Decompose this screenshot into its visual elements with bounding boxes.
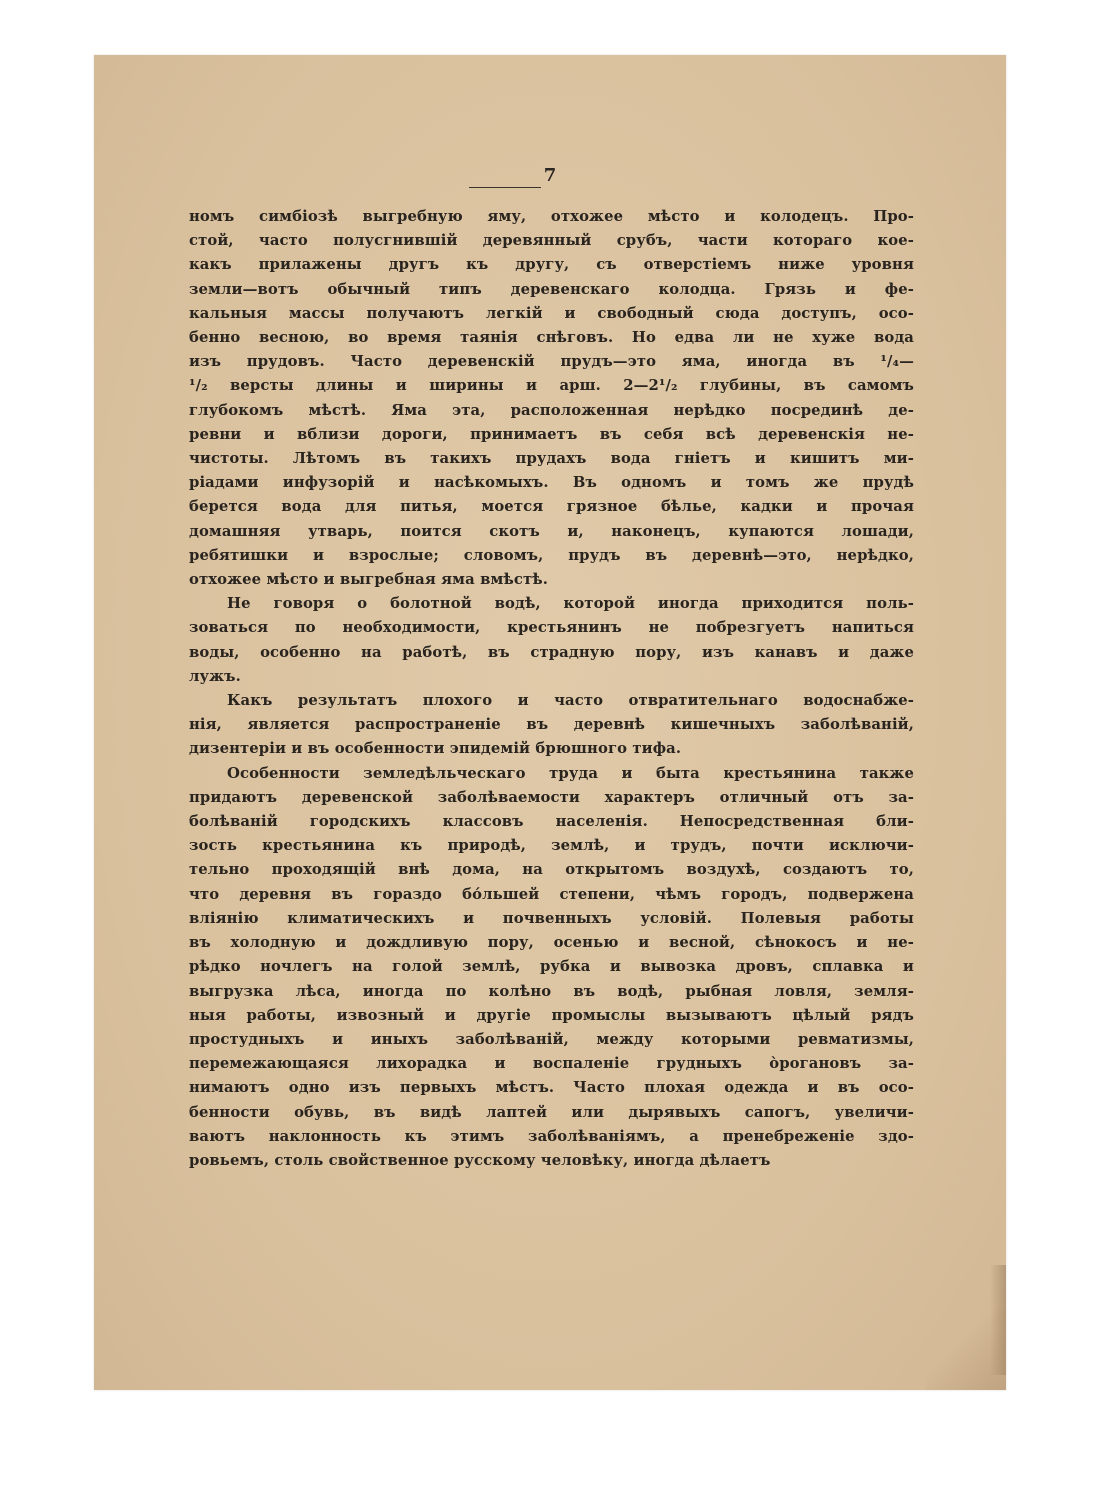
page-number: 7 [543, 165, 557, 186]
text-line: ¹/₂ версты длины и ширины и арш. 2—2¹/₂ глубины, въ самомъ [189, 377, 914, 395]
text-line: ребятишки и взрослые; словомъ, прудъ въ деревнѣ—это, нерѣдко, [189, 546, 914, 564]
text-line: Какъ результатъ плохого и часто отвратительнаго водоснабже- [227, 692, 914, 710]
text-line: чистоты. Лѣтомъ въ такихъ прудахъ вода гніетъ и кишитъ ми- [189, 450, 914, 468]
text-line: болѣваній городскихъ классовъ населенія. Непосредственная бли- [189, 813, 914, 831]
text-line: номъ симбіозѣ выгребную яму, отхожее мѣсто и колодецъ. Про- [189, 208, 914, 225]
paragraph [189, 689, 914, 762]
text-line: тельно проходящій внѣ дома, на открытомъ воздухѣ, создаютъ то, [189, 861, 914, 879]
text-line: лужъ. [189, 667, 241, 685]
text-line: дизентеріи и въ особенности эпидемій брюшного тифа. [189, 740, 682, 758]
text-line: земли—вотъ обычный типъ деревенскаго колодца. Грязь и фе- [189, 280, 914, 298]
text-line: въ холодную и дождливую пору, осенью и весной, сѣнокосъ и не- [189, 934, 914, 952]
text-line: глубокомъ мѣстѣ. Яма эта, расположенная нерѣдко посрединѣ де- [189, 401, 914, 419]
book-page [94, 55, 1006, 1390]
text-line: нимаютъ одно изъ первыхъ мѣстъ. Часто плохая одежда и въ осо- [189, 1079, 914, 1097]
text-line: отхожее мѣсто и выгребная яма вмѣстѣ. [189, 571, 549, 589]
text-line: бенности обувь, въ видѣ лаптей или дырявыхъ сапогъ, увеличи- [189, 1103, 914, 1121]
text-line: стой, часто полусгнившій деревянный срубъ, части котораго кое- [189, 232, 914, 250]
text-line: Особенности земледѣльческаго труда и быта крестьянина также [227, 764, 914, 782]
text-line: домашняя утварь, поится скотъ и, наконецъ, купаются лошади, [189, 522, 914, 540]
paragraph [189, 205, 914, 592]
text-line: перемежающаяся лихорадка и воспаленіе грудныхъ о̀рогановъ за- [189, 1055, 914, 1073]
header-rule [469, 187, 541, 188]
text-line: ревни и вблизи дороги, принимаетъ въ себя всѣ деревенскія не- [189, 425, 914, 443]
text-line: ріадами инфузорій и насѣкомыхъ. Въ одномъ и томъ же прудѣ [189, 474, 914, 492]
paragraph [189, 762, 914, 1173]
text-line: ровьемъ, столь свойственное русскому человѣку, иногда дѣлаетъ [189, 1151, 771, 1169]
text-line: Не говоря о болотной водѣ, которой иногда приходится поль- [227, 595, 914, 613]
text-line: изъ прудовъ. Часто деревенскій прудъ—это яма, иногда въ ¹/₄— [189, 353, 914, 371]
text-line: какъ прилажены другъ къ другу, съ отверстіемъ ниже уровня [189, 256, 914, 274]
text-line: ныя работы, извозный и другіе промыслы вызываютъ цѣлый рядъ [189, 1006, 914, 1024]
text-line: рѣдко ночлегъ на голой землѣ, рубка и вывозка дровъ, сплавка и [189, 958, 914, 976]
text-line: придаютъ деревенской заболѣваемости характеръ отличный отъ за- [189, 788, 914, 806]
text-line: вліянію климатическихъ и почвенныхъ условій. Полевыя работы [189, 909, 914, 927]
text-line: зость крестьянина къ природѣ, землѣ, и трудъ, почти исключи- [189, 837, 914, 855]
page-corner-stain [926, 1310, 1006, 1390]
text-line: простудныхъ и иныхъ заболѣваній, между которыми ревматизмы, [189, 1030, 914, 1048]
text-line: зоваться по необходимости, крестьянинъ не побрезгуетъ напиться [189, 619, 914, 637]
text-line: что деревня въ гораздо бо́льшей степени, чѣмъ городъ, подвержена [189, 885, 914, 903]
text-line: берется вода для питья, моется грязное бѣлье, кадки и прочая [189, 498, 914, 516]
body-text [189, 205, 914, 1173]
text-line: кальныя массы получаютъ легкій и свободный сюда доступъ, осо- [189, 304, 914, 322]
text-line: выгрузка лѣса, иногда по колѣно въ водѣ, рыбная ловля, земля- [189, 982, 914, 1000]
text-line: ваютъ наклонность къ этимъ заболѣваніямъ, а пренебреженіе здо- [189, 1127, 914, 1145]
text-line: нія, является распространеніе въ деревнѣ кишечныхъ заболѣваній, [189, 716, 914, 734]
text-line: бенно весною, во время таянія снѣговъ. Но едва ли не хуже вода [189, 329, 914, 347]
text-line: воды, особенно на работѣ, въ страдную пору, изъ канавъ и даже [189, 643, 914, 661]
paragraph [189, 592, 914, 689]
